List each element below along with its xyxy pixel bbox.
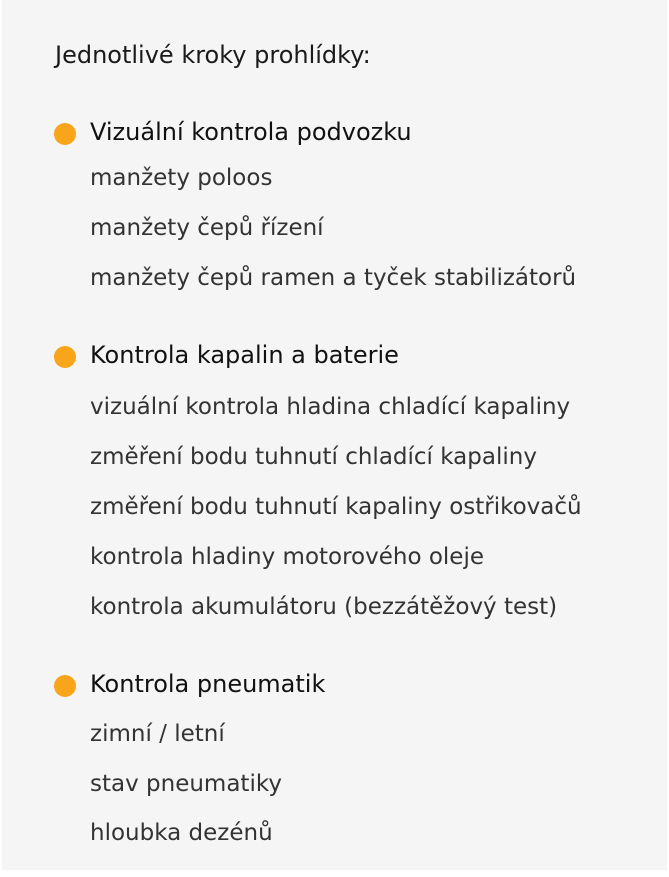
list-item: změření bodu tuhnutí chladící kapaliny — [90, 444, 537, 470]
list-item: vizuální kontrola hladina chladící kapaliny — [90, 394, 571, 420]
list-item: manžety poloos — [90, 165, 273, 191]
list-item: manžety čepů řízení — [90, 215, 324, 241]
list-item: kontrola hladiny motorového oleje — [90, 544, 484, 570]
list-item: kontrola akumulátoru (bezzátěžový test) — [90, 594, 558, 620]
inspection-steps-panel — [2, 0, 667, 870]
bullet-icon — [54, 123, 76, 145]
bullet-icon — [54, 346, 76, 368]
list-item: hloubka dezénů — [90, 820, 273, 846]
list-item: změření bodu tuhnutí kapaliny ostřikovačů — [90, 494, 582, 520]
section-title-undercarriage: Vizuální kontrola podvozku — [90, 118, 412, 146]
section-title-tyres: Kontrola pneumatik — [90, 670, 326, 698]
bullet-icon — [54, 675, 76, 697]
panel-heading: Jednotlivé kroky prohlídky: — [55, 41, 371, 69]
section-title-fluids: Kontrola kapalin a baterie — [90, 341, 399, 369]
list-item: manžety čepů ramen a tyček stabilizátorů — [90, 265, 577, 291]
list-item: zimní / letní — [90, 721, 225, 747]
list-item: stav pneumatiky — [90, 771, 282, 797]
